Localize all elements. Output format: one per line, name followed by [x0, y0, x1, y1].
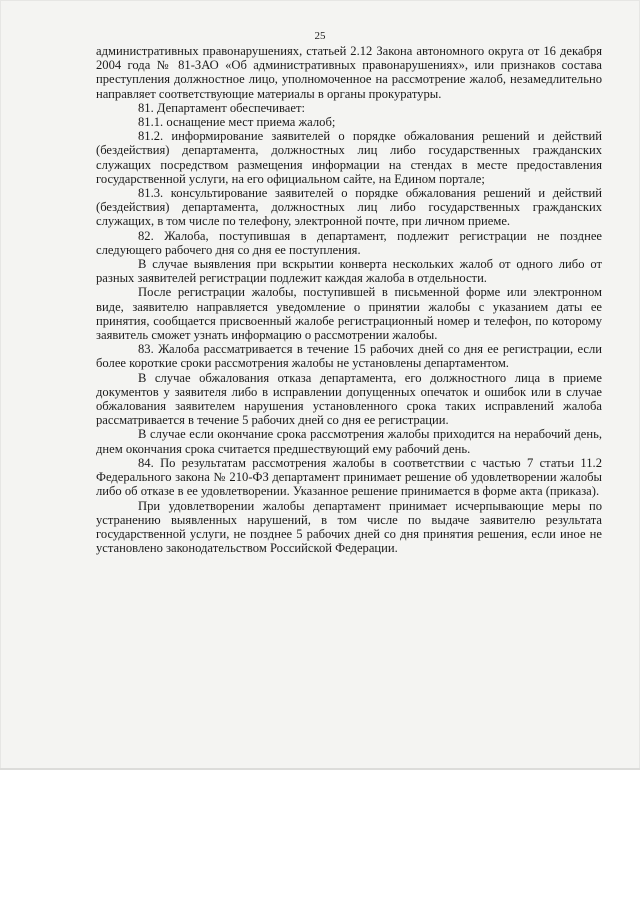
document-body: [96, 44, 602, 555]
paragraph: 81.1. оснащение мест приема жалоб;: [138, 115, 336, 130]
paragraph: административных правонарушениях, статьей 2.12 Закона автономного округа от 16 декабря 2004 года № 81-ЗАО «Об административных правонарушениях», или признаков состава преступления должностное лицо, уполномоченное на рассмотрение жалоб, незамедлительно направляет соответствующие материалы в органы прокуратуры.: [96, 44, 602, 101]
page-number: 25: [314, 30, 326, 42]
paragraph: В случае если окончание срока рассмотрения жалобы приходится на нерабочий день, днем окончания срока считается предшествующий ему рабочий день.: [96, 427, 602, 456]
paragraph: 82. Жалоба, поступившая в департамент, подлежит регистрации не позднее следующего рабочего дня со дня ее поступления.: [96, 228, 602, 257]
paragraph: 81.3. консультирование заявителей о порядке обжалования решений и действий (бездействия) департамента, должностных лиц либо государственных гражданских служащих, в том числе по телефону, электронной почте, при личном приеме.: [96, 186, 602, 229]
paragraph: 81. Департамент обеспечивает:: [138, 100, 305, 115]
paragraph: 81.2. информирование заявителей о порядке обжалования решений и действий (бездействия) департамента, должностных лиц либо государственных гражданских служащих посредством размещения информации на стендах в месте предоставления государственной услуги, на его официальном сайте, на Едином портале;: [96, 129, 602, 186]
paragraph: При удовлетворении жалобы департамент принимает исчерпывающие меры по устранению выявленных нарушений, в том числе по выдаче заявителю результата государственной услуги, не позднее 5 рабочих дней со дня принятия решения, если иное не установлено законодательством Российской Федерации.: [96, 498, 602, 556]
paragraph: В случае выявления при вскрытии конверта нескольких жалоб от одного либо от разных заявителей регистрации подлежит каждая жалоба в отдельности.: [96, 257, 602, 286]
paragraph: В случае обжалования отказа департамента, его должностного лица в приеме документов у заявителя либо в исправлении допущенных опечаток и ошибок или в случае обжалования заявителем нарушения установленного срока таких исправлений жалоба рассматривается в течение 5 рабочих дней со дня ее регистрации.: [96, 370, 602, 428]
paragraph: 84. По результатам рассмотрения жалобы в соответствии с частью 7 статьи 11.2 Федерального закона № 210-ФЗ департамент принимает решение об удовлетворении жалобы либо об отказе в ее удовлетворении. Указанное решение принимается в форме акта (приказа).: [96, 455, 602, 499]
paragraph: После регистрации жалобы, поступившей в письменной форме или электронном виде, заявителю направляется уведомление о принятии жалобы с указанием даты ее принятия, сообщается присвоенный жалобе регистрационный номер и телефон, по которому заявитель сможет узнать информацию о рассмотрении жалобы.: [96, 285, 602, 343]
paragraph: 83. Жалоба рассматривается в течение 15 рабочих дней со дня ее регистрации, если более короткие сроки рассмотрения жалобы не установлены департаментом.: [96, 342, 602, 371]
